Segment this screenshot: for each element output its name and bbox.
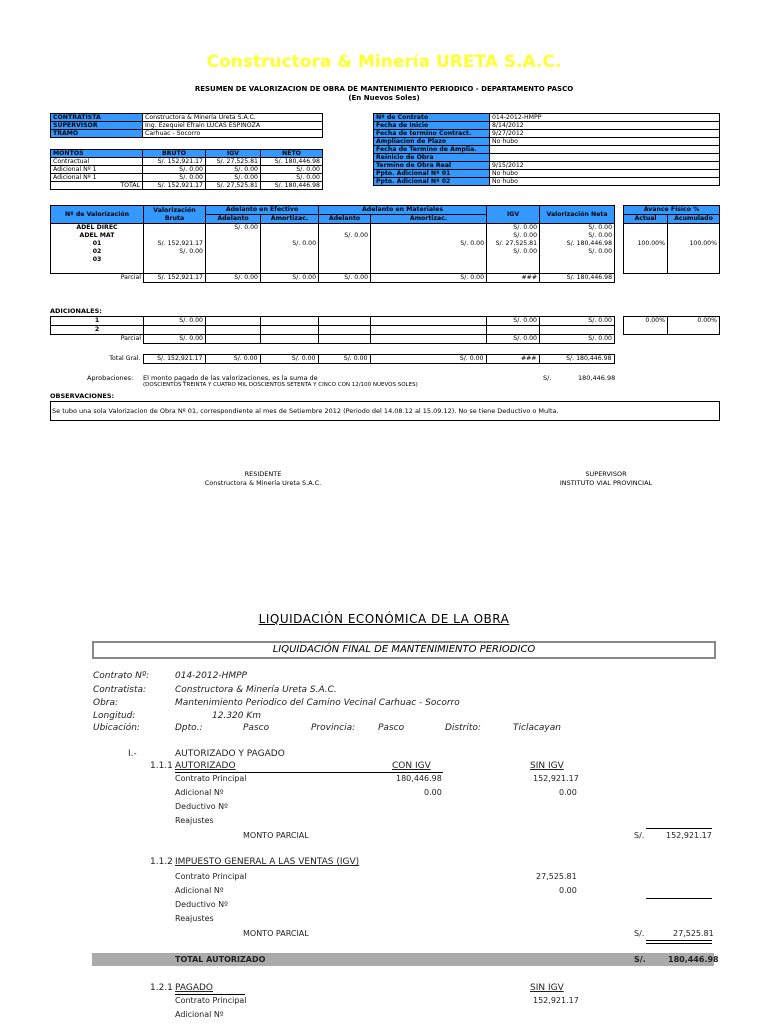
contratista-value: Constructora & Minería Ureta S.A.C. <box>175 685 337 695</box>
deductivo-label: Deductivo Nº <box>175 802 228 811</box>
igv-cp-value: 27,525.81 <box>536 872 577 881</box>
cell: S/. 180,446.98 <box>540 274 615 283</box>
date-label: Fecha de termino Contract. <box>374 130 490 138</box>
date-value <box>490 146 720 154</box>
cell: S/. 0.00 <box>205 355 260 364</box>
cell <box>319 317 371 326</box>
avance-acumulado-col <box>668 224 720 274</box>
adicional-label: Adicional Nº <box>175 788 224 797</box>
table-row <box>374 138 720 146</box>
liquidacion-title-text: LIQUIDACIÓN ECONÓMICA DE LA OBRA <box>258 612 510 626</box>
longitud-label: Longitud: <box>93 711 136 721</box>
amount-bruto: S/. 152,921.17 <box>143 158 206 166</box>
section-num: I.- <box>128 749 137 759</box>
contrato-label: Contrato Nº: <box>93 671 150 681</box>
date-label: Ppto. Adicional Nº 01 <box>374 170 490 178</box>
cell: S/. 0.00 <box>370 355 486 364</box>
pagado-cp-value: 152,921.17 <box>533 996 579 1005</box>
date-value: No hubo <box>490 138 720 146</box>
valuation-ade-col <box>206 224 261 274</box>
provincia-value: Pasco <box>378 723 405 733</box>
table-row <box>374 146 720 154</box>
col-header-adelanto: Adelanto <box>319 215 371 224</box>
amount-neto: S/. 180,446.98 <box>261 158 323 166</box>
col-header-amortiz: Amortizac. <box>261 215 319 224</box>
col-header-efectivo: Adelanto en Efectivo <box>206 206 319 215</box>
total-row <box>50 355 614 364</box>
aprobaciones-text: El monto pagado de las valorizaciones, es la suma de <box>143 374 318 382</box>
obra-label: Obra: <box>93 698 119 708</box>
col-header-avance: Avance Físico % <box>624 206 720 215</box>
distrito-label: Distrito: <box>445 723 481 733</box>
table-row <box>51 326 615 335</box>
cell: S/. 0.00 <box>513 232 538 239</box>
table-row <box>51 158 323 166</box>
signature-left-org: Constructora & Minería Ureta S.A.C. <box>204 479 322 487</box>
underline <box>175 772 443 773</box>
total-autorizado-soles: S/. <box>634 955 646 964</box>
table-row <box>624 317 720 335</box>
cell: 0.00% <box>624 317 668 335</box>
info-label: CONTRATISTA <box>51 114 143 122</box>
amount-igv: S/. 27,525.81 <box>206 182 261 190</box>
s111-num: 1.1.1 <box>150 761 173 771</box>
adicionales-title: ADICIONALES: <box>50 307 102 315</box>
date-label: Ampliacion de Plazo <box>374 138 490 146</box>
table-row <box>374 114 720 122</box>
monto-parcial-label: MONTO PARCIAL <box>243 831 309 840</box>
parcial-row <box>51 335 615 344</box>
adicionales-table <box>50 316 615 344</box>
total-autorizado-label: TOTAL AUTORIZADO <box>175 955 266 964</box>
row-num: ADEL DIREC <box>76 224 118 231</box>
amount-neto: S/. 0.00 <box>261 174 323 182</box>
cell: S/. 27,525.81 <box>495 240 538 247</box>
cell <box>371 335 487 344</box>
signature-left-role: RESIDENTE <box>244 470 282 478</box>
s121-title: PAGADO <box>175 983 213 993</box>
ad-sin-igv: 0.00 <box>559 788 577 797</box>
date-label: Ppto. Adicional Nº 02 <box>374 178 490 186</box>
aprobaciones-currency: S/. <box>543 374 552 382</box>
summary-title <box>0 85 768 103</box>
cell <box>371 317 487 326</box>
company-title: Constructora & Minería URETA S.A.C. <box>206 52 562 72</box>
table-row <box>51 174 323 182</box>
cell: S/. 0.00 <box>179 248 203 255</box>
valuation-amm-col <box>371 224 487 274</box>
signature-right-org: INSTITUTO VIAL PROVINCIAL <box>559 479 653 487</box>
col-header: IGV <box>206 150 261 158</box>
cell: S/. 152,921.17 <box>157 240 203 247</box>
avance-actual-col <box>624 224 668 274</box>
cell: S/. 0.00 <box>260 355 318 364</box>
underline <box>175 994 245 995</box>
date-label: Termino de Obra Real <box>374 162 490 170</box>
cell: ### <box>486 355 539 364</box>
cell: S/. 0.00 <box>540 335 615 344</box>
parcial-label: Parcial <box>120 274 141 282</box>
currency-note: (En Nuevos Soles) <box>348 94 420 102</box>
col-header: MONTOS <box>51 150 143 158</box>
valuation-bruta-col <box>144 224 206 274</box>
cell <box>206 335 261 344</box>
table-row <box>51 114 323 122</box>
pagado-sin-igv-header: SIN IGV <box>530 983 564 993</box>
igv-ad-value: 0.00 <box>559 886 577 895</box>
amount-igv: S/. 27,525.81 <box>206 158 261 166</box>
cell: S/. 0.00 <box>144 317 206 326</box>
row-num: 03 <box>92 256 102 263</box>
liquidacion-title <box>0 612 768 626</box>
table-row <box>51 317 615 326</box>
table-header-row <box>624 206 720 215</box>
amount-bruto: S/. 152,921.17 <box>143 182 206 190</box>
table-row <box>374 178 720 186</box>
cell: S/. 0.00 <box>371 274 487 283</box>
row-num: 2 <box>51 326 144 335</box>
table-row <box>51 224 615 274</box>
cell: S/. 0.00 <box>588 232 613 239</box>
amount-label: TOTAL <box>51 182 143 190</box>
s121-num: 1.2.1 <box>150 983 173 993</box>
row-num: ADEL MAT <box>79 232 115 239</box>
date-label: Fecha de Inicio <box>374 122 490 130</box>
table-row <box>374 170 720 178</box>
info-label: SUPERVISOR <box>51 122 143 130</box>
monto-parcial-2: 27,525.81 <box>673 929 714 938</box>
cell: S/. 0.00 <box>487 335 540 344</box>
parcial-label: Parcial <box>120 335 141 343</box>
total-line <box>646 828 712 829</box>
amount-label: Adicional Nº 1 <box>51 166 143 174</box>
valuation-nums <box>51 224 144 274</box>
amount-igv: S/. 0.00 <box>206 174 261 182</box>
table-row <box>374 130 720 138</box>
cell <box>261 317 319 326</box>
date-label: Fecha de Termino de Amplia. <box>374 146 490 154</box>
cell: S/. 0.00 <box>588 224 613 231</box>
amount-neto: S/. 180,446.98 <box>261 182 323 190</box>
date-value: No hubo <box>490 178 720 186</box>
cell: S/. 0.00 <box>540 317 615 326</box>
col-header-materiales: Adelanto en Materiales <box>319 206 487 215</box>
valuation-table <box>50 205 615 283</box>
dpto-value: Pasco <box>243 723 270 733</box>
liquidacion-box-title: LIQUIDACIÓN FINAL DE MANTENIMIENTO PERIODICO <box>92 641 716 659</box>
cell: S/. 0.00 <box>487 317 540 326</box>
contrato-value: 014-2012-HMPP <box>175 671 247 681</box>
cell: S/. 0.00 <box>588 248 613 255</box>
cp-sin-igv: 152,921.17 <box>533 774 579 783</box>
cell: S/. 0.00 <box>234 224 258 231</box>
table-row <box>374 162 720 170</box>
date-label: Reinicio de Obra <box>374 154 490 162</box>
date-value: 8/14/2012 <box>490 122 720 130</box>
contrato-principal-label: Contrato Principal <box>175 774 247 783</box>
date-value: 9/27/2012 <box>490 130 720 138</box>
col-header: NETO <box>261 150 323 158</box>
distrito-value: Ticlacayan <box>513 723 561 733</box>
cell <box>144 326 206 335</box>
igv-adicional-label: Adicional Nº <box>175 886 224 895</box>
total-autorizado-value: 180,446.98 <box>668 955 719 964</box>
adicionales-avance-table <box>623 316 720 335</box>
cell: S/. 0.00 <box>206 274 261 283</box>
cell <box>487 326 540 335</box>
ubicacion-label: Ubicación: <box>93 723 140 733</box>
col-header-igv: IGV <box>487 206 540 224</box>
col-header-adelanto: Adelanto <box>206 215 261 224</box>
cell: S/. 0.00 <box>319 274 371 283</box>
cell <box>371 326 487 335</box>
cell: 100.00% <box>689 240 717 247</box>
con-igv-header: CON IGV <box>392 761 431 771</box>
total-general-table <box>50 354 615 364</box>
cell <box>261 326 319 335</box>
valuation-ame-col <box>261 224 319 274</box>
info-value: Carhuac - Socorro <box>143 130 323 138</box>
s112-num: 1.1.2 <box>150 857 173 867</box>
date-value: 014-2012-HMPP <box>490 114 720 122</box>
obra-value: Mantenimiento Periodico del Camino Vecinal Carhuac - Socorro <box>175 698 460 708</box>
cell <box>146 224 203 232</box>
pagado-contrato-principal-label: Contrato Principal <box>175 996 247 1005</box>
cell: S/. 180,446.98 <box>566 240 613 247</box>
sin-igv-header: SIN IGV <box>530 761 564 771</box>
signature-right-role: SUPERVISOR <box>585 470 627 478</box>
section-title: AUTORIZADO Y PAGADO <box>175 749 285 759</box>
contratista-label: Contratista: <box>93 685 147 695</box>
table-row <box>51 122 323 130</box>
cell: S/. 152,921.17 <box>143 355 205 364</box>
info-label: TRAMO <box>51 130 143 138</box>
cell: S/. 0.00 <box>261 274 319 283</box>
table-row <box>51 130 323 138</box>
col-header-val-bruta: Valorización Bruta <box>144 206 206 224</box>
contract-dates-table <box>373 113 720 186</box>
table-row <box>624 224 720 274</box>
cell <box>206 326 261 335</box>
s111-title: AUTORIZADO <box>175 761 236 771</box>
cell <box>146 232 203 240</box>
avance-fisico-table <box>623 205 720 274</box>
cell <box>319 335 371 344</box>
ad-con-igv: 0.00 <box>424 788 442 797</box>
col-header-actual: Actual <box>624 215 668 224</box>
col-header: BRUTO <box>143 150 206 158</box>
cell: S/. 152,921.17 <box>144 274 206 283</box>
amount-label: Adicional Nº 1 <box>51 174 143 182</box>
cell: S/. 180,446.98 <box>539 355 614 364</box>
table-row <box>374 122 720 130</box>
valuation-neta-col <box>540 224 615 274</box>
cell <box>206 317 261 326</box>
total-line <box>646 898 712 899</box>
parcial-row <box>51 274 615 283</box>
cell <box>319 326 371 335</box>
amount-bruto: S/. 0.00 <box>143 174 206 182</box>
cell <box>540 326 615 335</box>
total-label: Total Gral. <box>109 355 141 362</box>
soles-label: S/. <box>634 831 645 840</box>
amounts-table <box>50 149 323 190</box>
aprobaciones-amount: 180,446.98 <box>578 374 616 382</box>
observaciones-text: Se tubo una sola Valorizacion de Obra Nº 01, correspondiente al mes de Setiembre 2012 (Periodo del 14.08.12 al 15.09.12). No se tiene Deductivo o Multa. <box>52 407 559 415</box>
total-line <box>646 943 712 944</box>
igv-reajustes-label: Reajustes <box>175 914 214 923</box>
valuation-igv-col <box>487 224 540 274</box>
cell <box>261 335 319 344</box>
amount-bruto: S/. 0.00 <box>143 166 206 174</box>
table-header-row <box>51 150 323 158</box>
col-header-acumulado: Acumulado <box>668 215 720 224</box>
info-value: Ing. Ezequiel Efrain LUCAS ESPINOZA <box>143 122 323 130</box>
cell: S/. 0.00 <box>513 248 538 255</box>
igv-deductivo-label: Deductivo Nº <box>175 900 228 909</box>
longitud-value: 12.320 Km <box>212 711 262 721</box>
date-value: No hubo <box>490 170 720 178</box>
soles-label-2: S/. <box>634 929 645 938</box>
aprobaciones-words: (DOSCIENTOS TREINTA Y CUATRO MIL DOSCIENTOS SETENTA Y CINCO CON 12/100 NUEVOS SOLES) <box>143 382 418 388</box>
pagado-adicional-label: Adicional Nº <box>175 1010 224 1019</box>
cell: 0.00% <box>668 317 720 335</box>
cell: S/. 0.00 <box>513 224 538 231</box>
col-header-num: Nº de Valorización <box>51 206 144 224</box>
igv-contrato-principal-label: Contrato Principal <box>175 872 247 881</box>
table-row <box>374 154 720 162</box>
cp-con-igv: 180,446.98 <box>396 774 442 783</box>
amount-neto: S/. 0.00 <box>261 166 323 174</box>
provincia-label: Provincia: <box>311 723 356 733</box>
aprobaciones-label: Aprobaciones: <box>87 374 134 382</box>
cell: S/. 0.00 <box>344 232 369 239</box>
cell: S/. 0.00 <box>460 240 485 247</box>
date-label: Nº de Contrato <box>374 114 490 122</box>
total-line <box>646 940 712 941</box>
date-value <box>490 154 720 162</box>
observaciones-label: OBSERVACIONES: <box>50 392 115 400</box>
table-header-row <box>51 206 615 215</box>
col-header-val-neta: Valorización Neta <box>540 206 615 224</box>
info-value: Constructora & Minería Ureta S.A.C. <box>143 114 323 122</box>
cell: S/. 0.00 <box>292 240 317 247</box>
table-row <box>51 182 323 190</box>
row-num: 02 <box>92 248 102 255</box>
amount-label: Contractual <box>51 158 143 166</box>
dpto-label: Dpto.: <box>175 723 203 733</box>
reajustes-label: Reajustes <box>175 816 214 825</box>
table-header-row <box>624 215 720 224</box>
summary-title-text: RESUMEN DE VALORIZACION DE OBRA DE MANTENIMIENTO PERIODICO - DEPARTAMENTO PASCO <box>194 85 574 93</box>
row-num: 1 <box>51 317 144 326</box>
date-value: 9/15/2012 <box>490 162 720 170</box>
cell: S/. 0.00 <box>144 335 206 344</box>
row-num: 01 <box>92 240 102 247</box>
contract-info-table <box>50 113 323 138</box>
cell: S/. 0.00 <box>318 355 370 364</box>
monto-parcial-label-2: MONTO PARCIAL <box>243 929 309 938</box>
monto-parcial-1: 152,921.17 <box>666 831 712 840</box>
s112-title: IMPUESTO GENERAL A LAS VENTAS (IGV) <box>175 857 360 867</box>
cell: 100.00% <box>637 240 665 247</box>
amount-igv: S/. 0.00 <box>206 166 261 174</box>
valuation-adm-col <box>319 224 371 274</box>
col-header-amortiz: Amortizac. <box>371 215 487 224</box>
table-row <box>51 166 323 174</box>
observaciones-box <box>50 401 720 421</box>
cell: ### <box>487 274 540 283</box>
